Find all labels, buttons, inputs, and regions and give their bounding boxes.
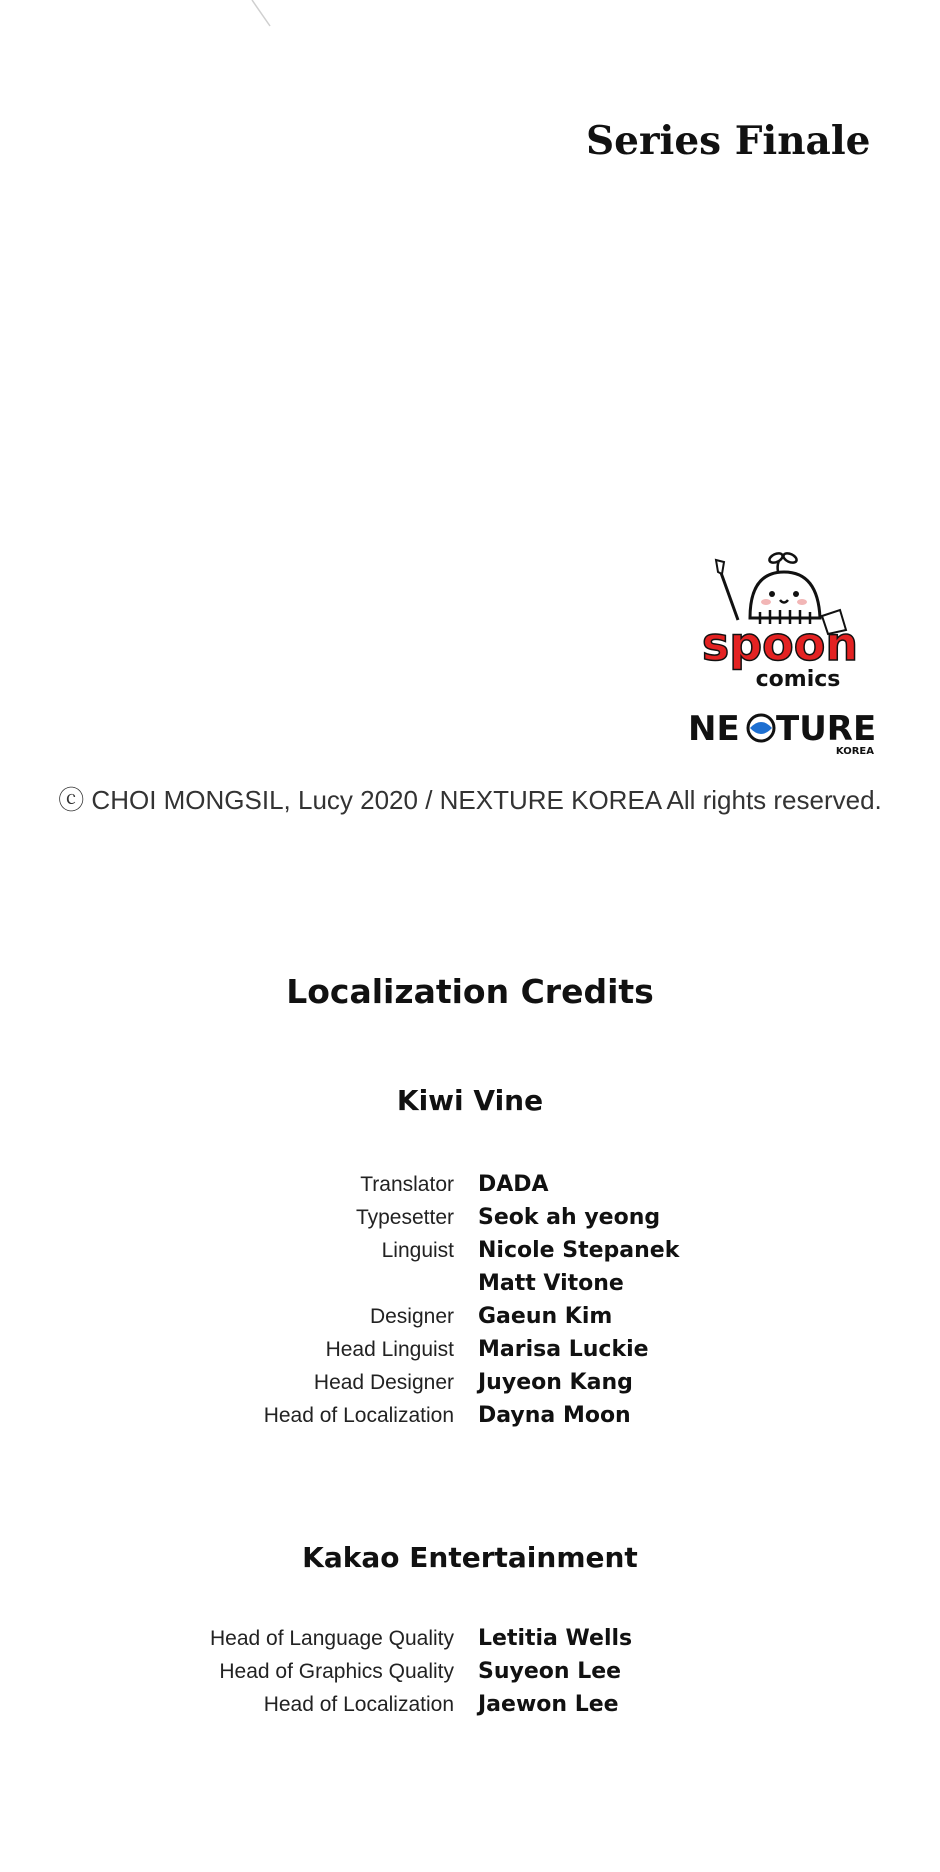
kiwi-vine-credits xyxy=(0,1168,940,1432)
credit-row xyxy=(0,1622,940,1655)
credit-name: Jaewon Lee xyxy=(478,1692,619,1717)
team-title-kiwi-vine: Kiwi Vine xyxy=(396,1084,544,1117)
credit-name: Dayna Moon xyxy=(478,1403,631,1428)
credit-name: Gaeun Kim xyxy=(478,1304,613,1329)
credit-name: Seok ah yeong xyxy=(478,1205,661,1230)
nexture-korea-logo xyxy=(680,706,880,756)
credit-role: Head of Localization xyxy=(263,1693,454,1716)
credit-role: Head of Language Quality xyxy=(209,1627,454,1650)
credit-name: Juyeon Kang xyxy=(478,1370,633,1395)
comics-wordmark: comics xyxy=(755,667,841,690)
credit-row xyxy=(0,1333,940,1366)
credit-row xyxy=(0,1168,940,1201)
credit-row xyxy=(0,1267,940,1300)
credit-row xyxy=(0,1399,940,1432)
credit-role: Typesetter xyxy=(355,1206,454,1229)
nexture-left-text: NE xyxy=(688,709,740,749)
team-title-kakao-entertainment: Kakao Entertainment xyxy=(302,1541,638,1574)
credit-role: Designer xyxy=(369,1305,454,1328)
credit-name: Nicole Stepanek xyxy=(478,1238,680,1263)
credit-role: Head of Localization xyxy=(263,1404,454,1427)
nexture-right-text: TURE xyxy=(776,709,877,749)
nexture-korea-text: KOREA xyxy=(835,746,874,756)
credit-name: Marisa Luckie xyxy=(478,1337,649,1362)
credit-row xyxy=(0,1201,940,1234)
credit-role: Linguist xyxy=(381,1239,454,1262)
page-title: Series Finale xyxy=(586,118,871,164)
credit-name: Suyeon Lee xyxy=(478,1659,622,1684)
credit-role: Head Designer xyxy=(313,1371,454,1394)
credit-name: Matt Vitone xyxy=(478,1271,624,1296)
credit-row xyxy=(0,1300,940,1333)
copyright-notice: ⓒ CHOI MONGSIL, Lucy 2020 / NEXTURE KOREA All rights reserved. xyxy=(58,785,882,815)
decorative-stroke xyxy=(240,0,280,30)
credit-row xyxy=(0,1688,940,1721)
credit-role: Translator xyxy=(360,1173,454,1196)
credit-name: Letitia Wells xyxy=(478,1626,633,1651)
credit-name: DADA xyxy=(478,1172,549,1197)
credit-role: Head of Graphics Quality xyxy=(219,1660,454,1683)
credit-row xyxy=(0,1366,940,1399)
credit-row xyxy=(0,1234,940,1267)
spoon-wordmark: spoon xyxy=(701,617,859,671)
credits-title: Localization Credits xyxy=(286,972,654,1011)
publisher-logos xyxy=(680,550,890,760)
credit-role: Head Linguist xyxy=(325,1338,454,1361)
spoon-comics-logo xyxy=(680,550,880,690)
kakao-credits xyxy=(0,1622,940,1721)
credit-row xyxy=(0,1655,940,1688)
